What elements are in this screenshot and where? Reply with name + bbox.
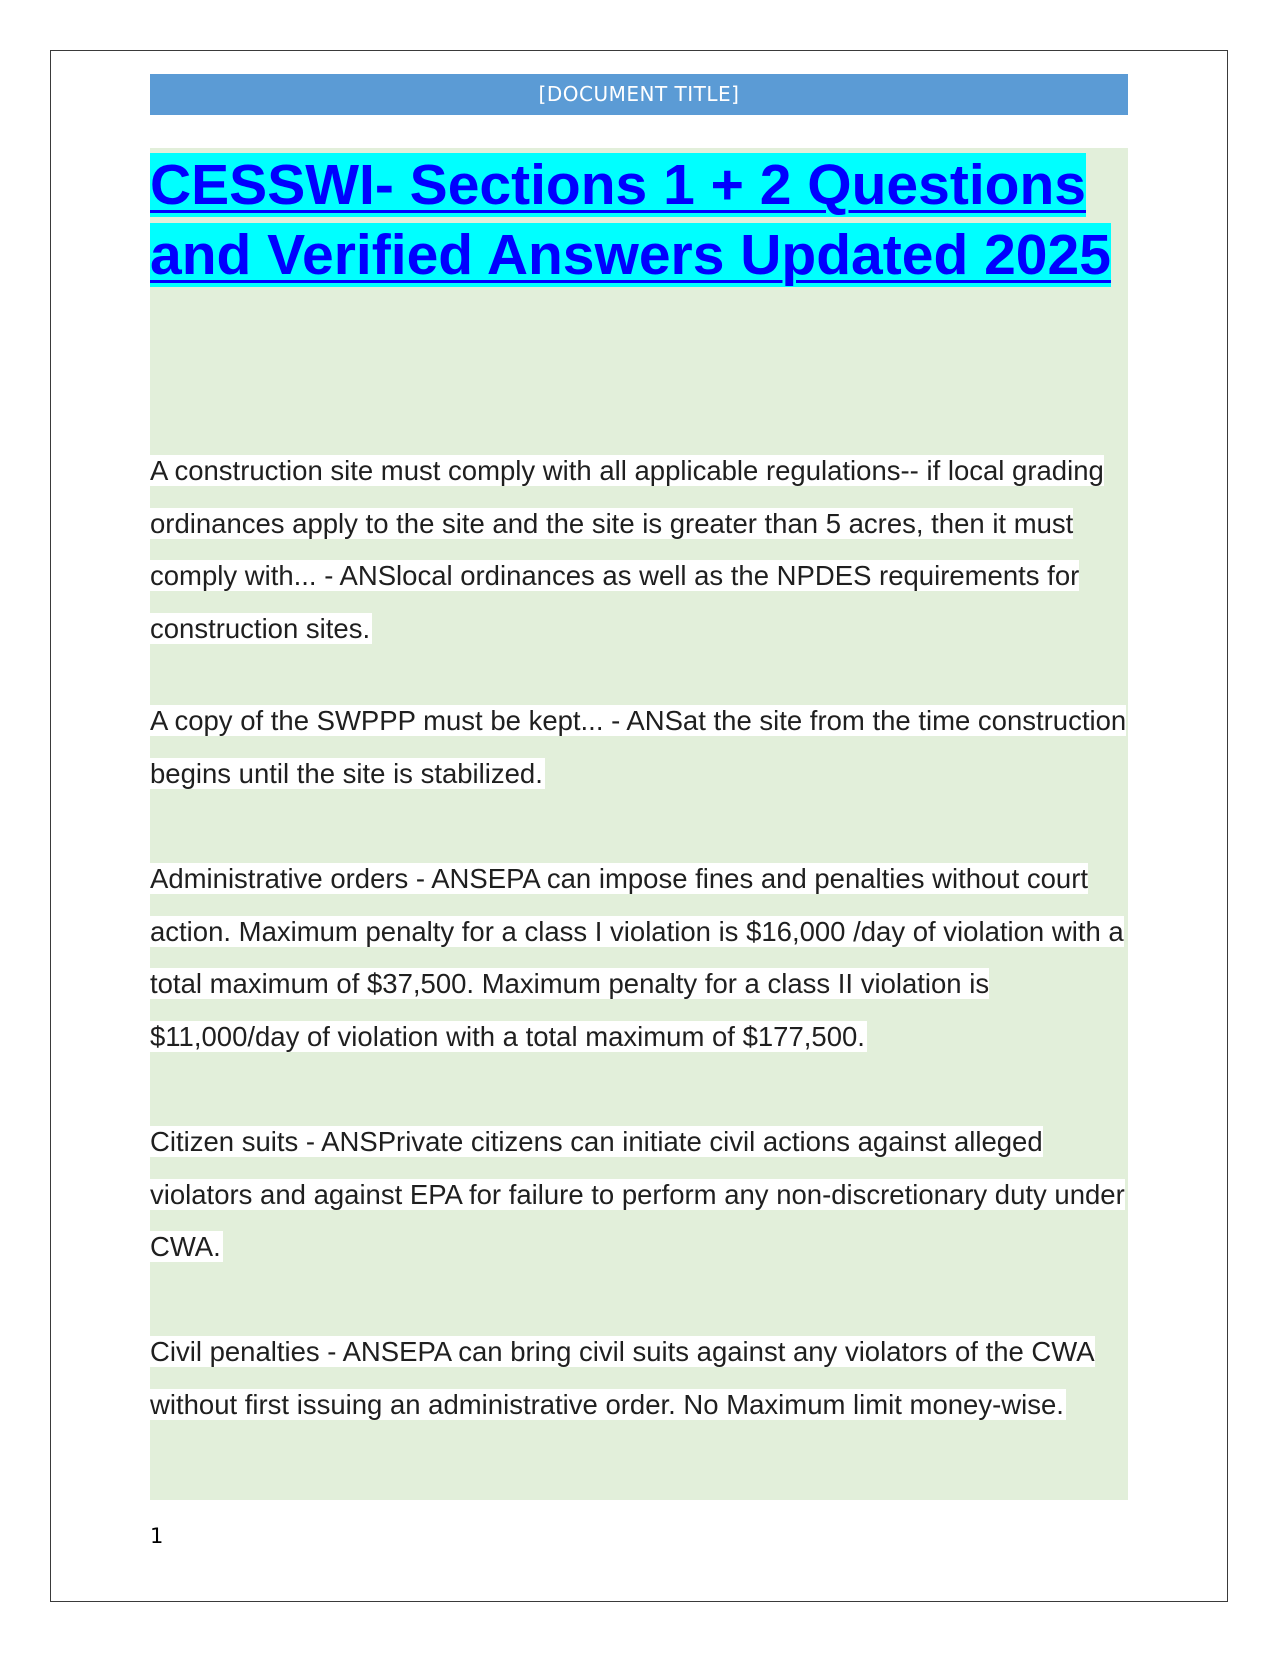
document-title-header: [150, 74, 1128, 115]
qa-item-text: Administrative orders - ANSEPA can impose fines and penalties without court action. Maximum penalty for a class I violation is $16,000 /day of violation with a total maximum of $37,500. Maximum penalty for a class II violation is $11,000/day of violation with a total maximum of $177,500.: [150, 863, 1124, 1053]
page-title-text: CESSWI- Sections 1 + 2 Questions and Verified Answers Updated 2025: [150, 153, 1111, 287]
qa-item: [150, 445, 1128, 656]
page-title: [150, 150, 1128, 290]
content-background: [150, 148, 1128, 1500]
qa-item-text: A copy of the SWPPP must be kept... - ANSat the site from the time construction begins until the site is stabilized.: [150, 705, 1127, 789]
qa-item: [150, 1116, 1128, 1274]
qa-item: [150, 853, 1128, 1064]
qa-item: [150, 1326, 1128, 1431]
qa-item-text: Citizen suits - ANSPrivate citizens can initiate civil actions against alleged violators and against EPA for failure to perform any non-discretionary duty under CWA.: [150, 1126, 1125, 1263]
qa-item-text: A construction site must comply with all applicable regulations-- if local grading ordinances apply to the site and the site is greater than 5 acres, then it must comply with... - ANSlocal ordinances as well as the NPDES requirements for construction sites.: [150, 455, 1104, 645]
qa-item-text: Civil penalties - ANSEPA can bring civil suits against any violators of the CWA without first issuing an administrative order. No Maximum limit money-wise.: [150, 1336, 1095, 1420]
page-number: 1: [150, 1524, 164, 1548]
document-title-label: [DOCUMENT TITLE]: [538, 82, 740, 106]
qa-item: [150, 695, 1128, 800]
